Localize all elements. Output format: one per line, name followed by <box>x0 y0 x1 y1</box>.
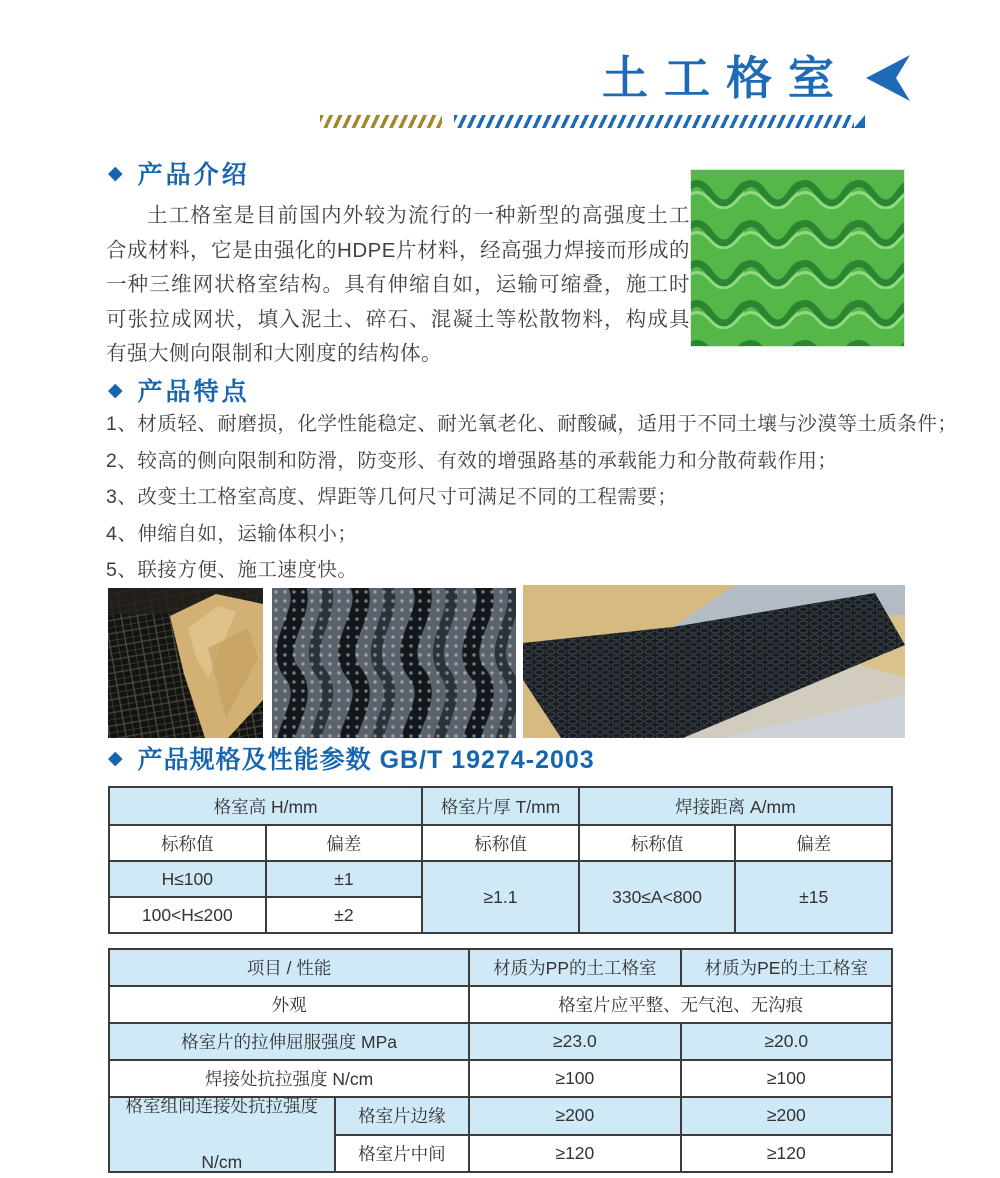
performance-table <box>108 948 893 1173</box>
t2-appearance-value: 格室片应平整、无气泡、无沟痕 <box>469 986 892 1023</box>
table-row <box>109 1097 892 1135</box>
t2-middle-label: 格室片中间 <box>335 1135 470 1173</box>
t1-header-cell-thickness: 格室片厚 T/mm <box>422 787 579 825</box>
feature-item-1: 1、材质轻、耐磨损，化学性能稳定、耐光氧老化、耐酸碱，适用于不同土壤与沙漠等土质条件； <box>106 413 958 435</box>
geocell-closeup-photo <box>272 588 516 738</box>
table-row <box>109 1023 892 1060</box>
green-geocell-product-photo <box>690 169 905 347</box>
title-arrow-icon <box>866 55 910 101</box>
t2-header-pp: 材质为PP的土工格室 <box>469 949 680 986</box>
t2-connection-label-line1: 格室组间连接处抗拉强度 <box>125 1096 318 1116</box>
section-heading-features <box>108 372 250 408</box>
t2-edge-pp: ≥200 <box>469 1097 680 1135</box>
geogrid-on-ground-photo <box>108 588 263 738</box>
feature-item-4: 4、伸缩自如，运输体积小； <box>106 522 358 545</box>
t2-weld-strength-label: 焊接处抗拉强度 N/cm <box>109 1060 469 1097</box>
intro-heading-text: 产品介绍 <box>137 161 250 189</box>
feature-list <box>106 406 976 589</box>
table-row <box>109 986 892 1023</box>
t1-cell-weld-range: 330≤A<800 <box>579 861 736 933</box>
feature-item-3: 3、改变土工格室高度、焊距等几何尺寸可满足不同的工程需要； <box>106 486 678 508</box>
table-row <box>109 1060 892 1097</box>
dimensions-table <box>108 786 893 934</box>
intro-paragraph: 土工格室是目前国内外较为流行的一种新型的高强度土工合成材料，它是由强化的HDPE片材料，经高强力焊接而形成的一种三维网状格室结构。具有伸缩自如，运输可缩叠，施工时可张拉成网状，填入泥土、碎石、混凝土等松散物料，构成具有强大侧向限制和大刚度的结构体。 <box>106 204 690 365</box>
t1-header-cell-height: 格室高 H/mm <box>109 787 422 825</box>
t2-weld-strength-pe: ≥100 <box>681 1060 892 1097</box>
page-title: 土工格室 <box>602 52 850 104</box>
t2-edge-label: 格室片边缘 <box>335 1097 470 1135</box>
t1-cell-weld-dev: ±15 <box>735 861 892 933</box>
section-heading-specs <box>108 740 595 776</box>
t1-header-cell-weld: 焊接距离 A/mm <box>579 787 892 825</box>
diamond-icon: ◆ <box>108 747 123 769</box>
t2-header-item: 项目 / 性能 <box>109 949 469 986</box>
table-row <box>109 949 892 986</box>
stripe-end-triangle <box>854 115 865 128</box>
t2-weld-strength-pp: ≥100 <box>469 1060 680 1097</box>
specs-heading-text: 产品规格及性能参数 GB/T 19274-2003 <box>137 746 595 774</box>
t2-edge-pe: ≥200 <box>681 1097 892 1135</box>
t1-subheader-nominal-1: 标称值 <box>109 825 266 861</box>
table-row <box>109 825 892 861</box>
geocell-slope-installation-photo <box>523 585 905 738</box>
features-heading-text: 产品特点 <box>137 378 250 406</box>
t2-connection-label-line2: N/cm <box>201 1151 243 1172</box>
diamond-icon: ◆ <box>108 162 123 184</box>
page-header <box>602 48 910 108</box>
section-heading-intro <box>108 155 250 191</box>
t1-subheader-deviation-1: 偏差 <box>266 825 423 861</box>
decorative-stripe-bar <box>320 115 865 128</box>
t1-cell-h-dev-2: ±2 <box>266 897 423 933</box>
t2-header-pe: 材质为PE的土工格室 <box>681 949 892 986</box>
t1-subheader-deviation-2: 偏差 <box>735 825 892 861</box>
stripe-gap <box>442 115 454 128</box>
t2-tensile-pp: ≥23.0 <box>469 1023 680 1060</box>
blue-stripes <box>454 115 854 128</box>
t2-connection-strength-label <box>109 1097 335 1172</box>
t2-tensile-label: 格室片的拉伸屈服强度 MPa <box>109 1023 469 1060</box>
feature-item-5: 5、联接方便、施工速度快。 <box>106 559 358 581</box>
t1-cell-thickness-value: ≥1.1 <box>422 861 579 933</box>
t1-subheader-nominal-3: 标称值 <box>579 825 736 861</box>
t2-middle-pp: ≥120 <box>469 1135 680 1173</box>
feature-item-2: 2、较高的侧向限制和防滑，防变形、有效的增强路基的承载能力和分散荷载作用； <box>106 449 838 472</box>
gold-stripes <box>320 115 442 128</box>
t2-middle-pe: ≥120 <box>681 1135 892 1173</box>
t1-cell-h-range-1: H≤100 <box>109 861 266 897</box>
t1-cell-h-range-2: 100<H≤200 <box>109 897 266 933</box>
table-row <box>109 861 892 897</box>
t1-subheader-nominal-2: 标称值 <box>422 825 579 861</box>
diamond-icon: ◆ <box>108 379 123 401</box>
t2-appearance-label: 外观 <box>109 986 469 1023</box>
table-row <box>109 787 892 825</box>
t2-tensile-pe: ≥20.0 <box>681 1023 892 1060</box>
t1-cell-h-dev-1: ±1 <box>266 861 423 897</box>
